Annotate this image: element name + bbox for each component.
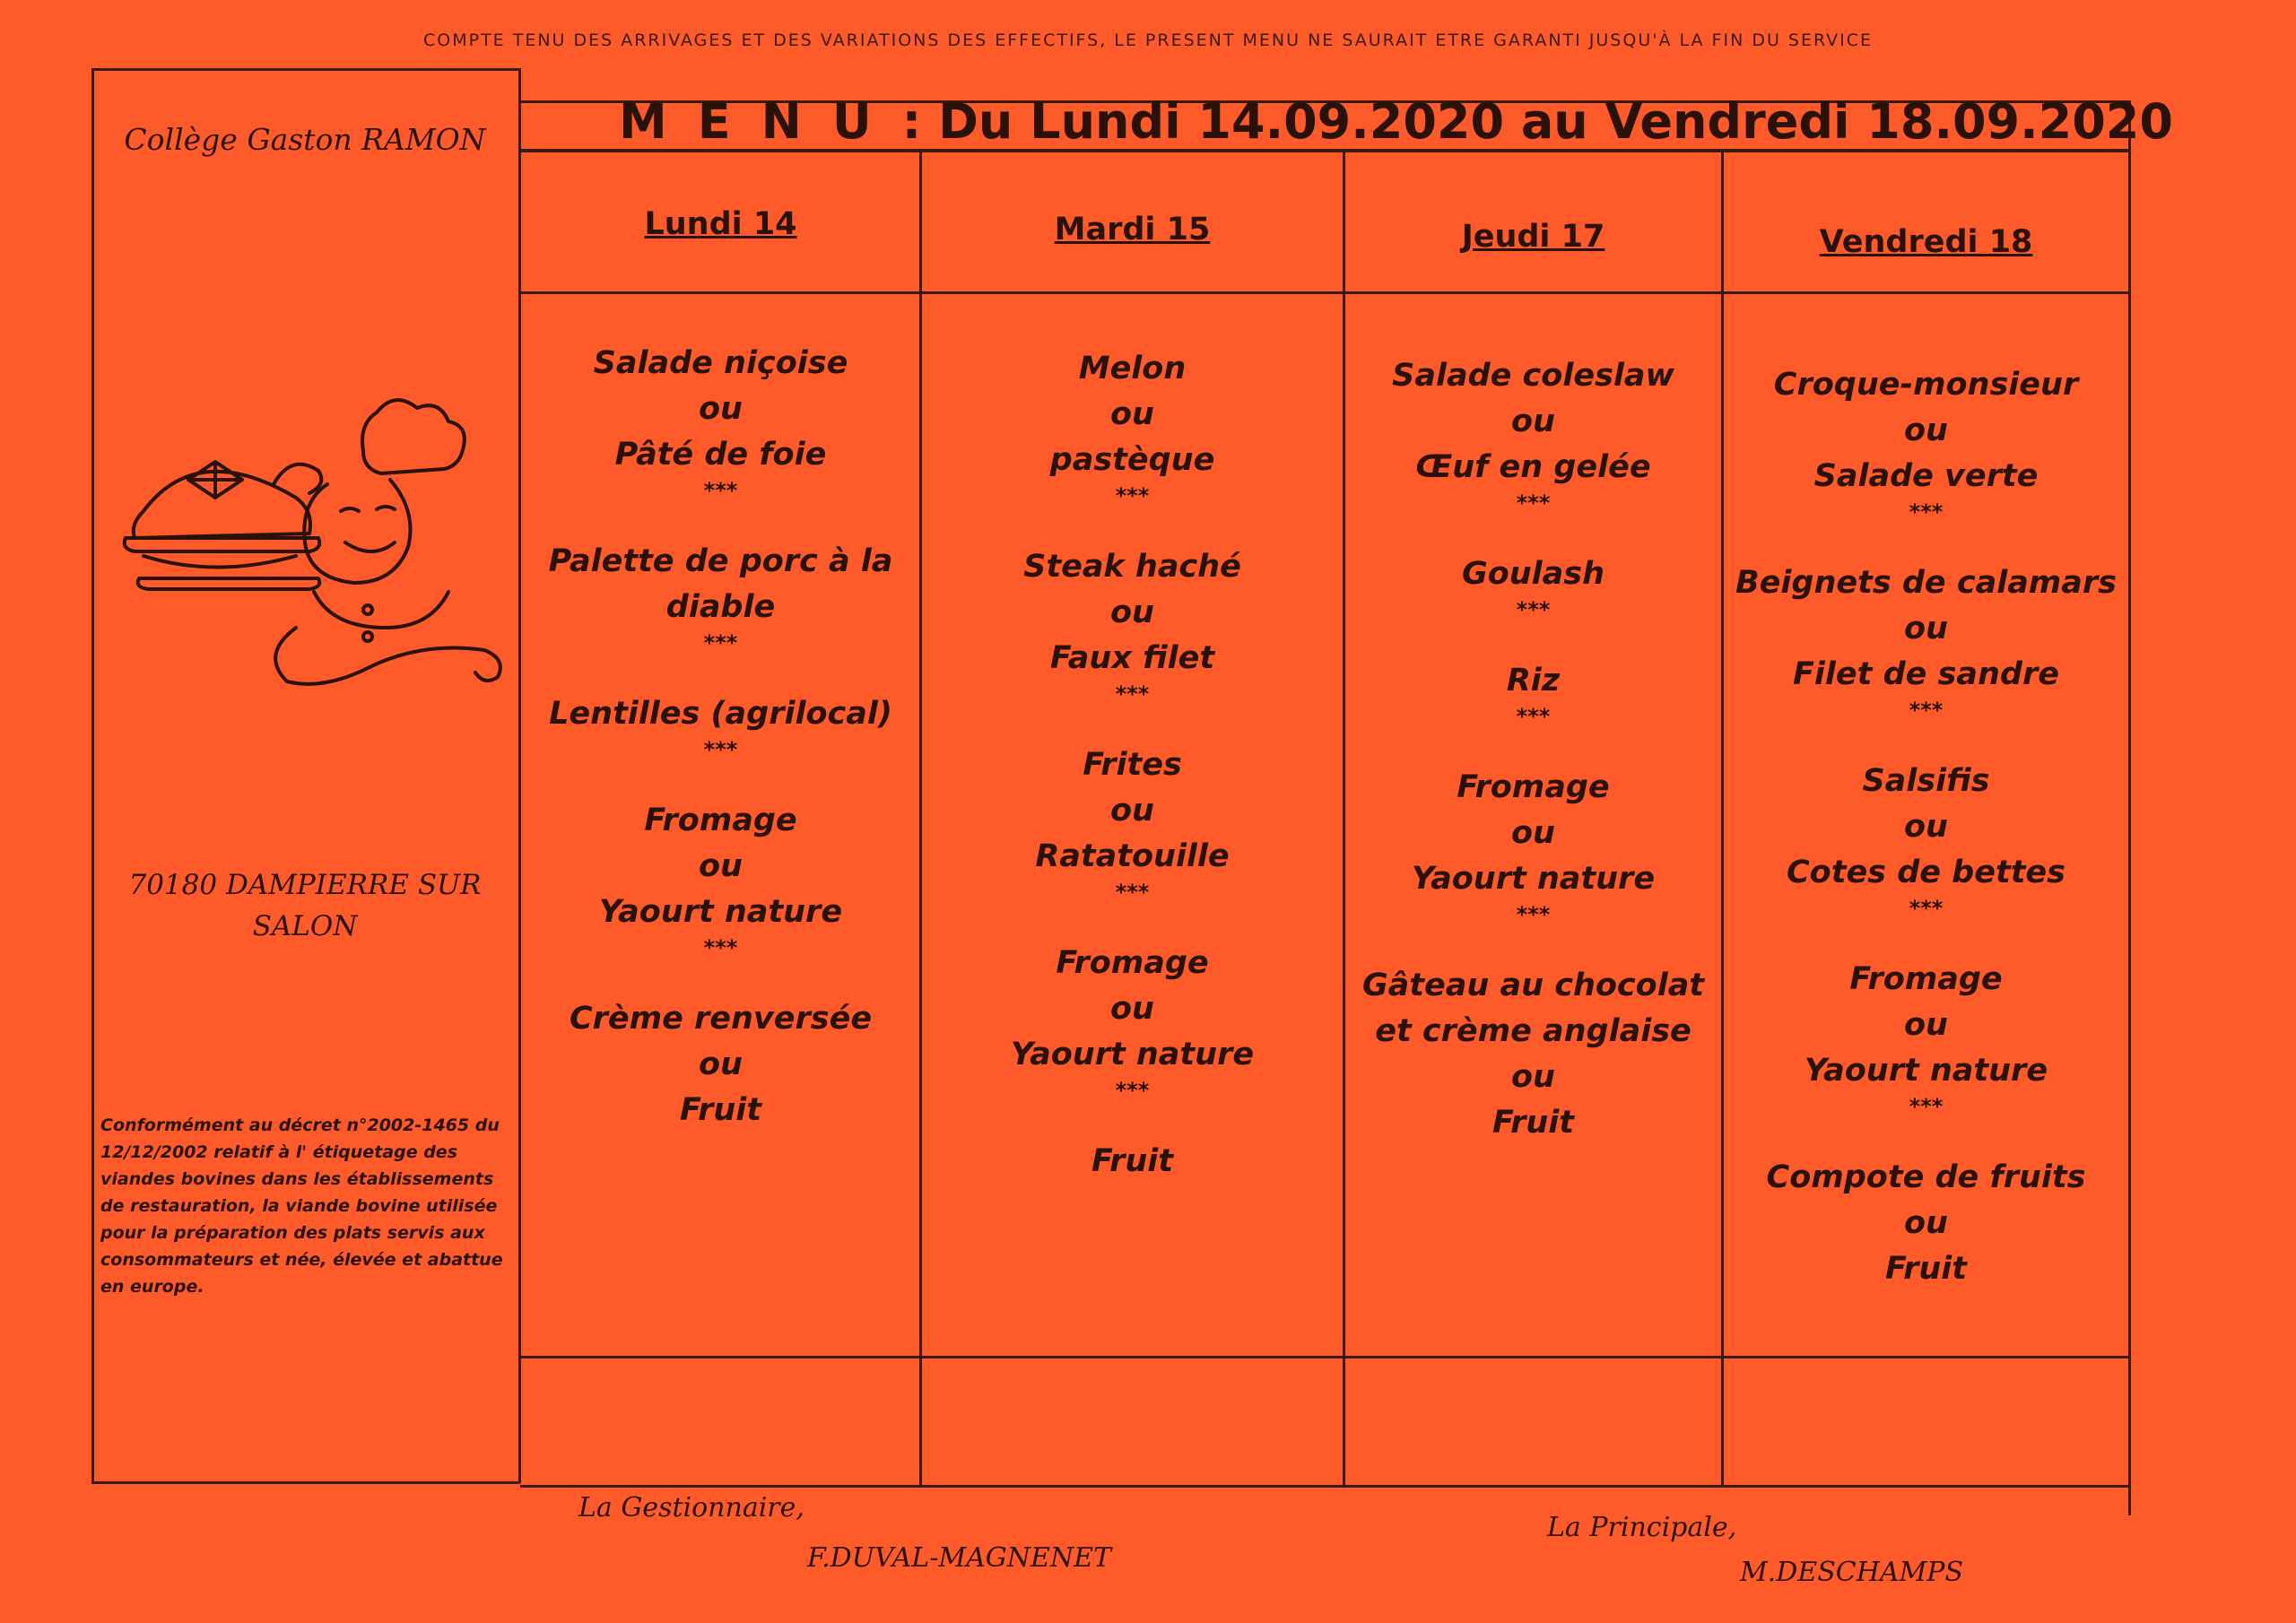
menu-item: Salade niçoise	[593, 345, 848, 381]
course-separator: ***	[1909, 1094, 1944, 1119]
title-colon: :	[901, 93, 922, 150]
course-separator: ***	[1115, 880, 1150, 905]
menu-item: Lentilles (agrilocal)	[549, 696, 892, 732]
choice-or: ou	[1110, 396, 1154, 432]
course-separator: ***	[703, 935, 738, 960]
main-right	[2128, 100, 2131, 1515]
content-bottom-divider	[520, 1356, 2131, 1358]
menu-item: Yaourt nature	[1010, 1037, 1255, 1072]
menu-item: Fruit	[1885, 1251, 1967, 1287]
menu-item: Melon	[1078, 351, 1187, 386]
day-header-thursday: Jeudi 17	[1461, 219, 1605, 255]
menu-item: Yaourt nature	[1804, 1053, 2048, 1089]
menu-item: Gâteau au chocolat et crème anglaise	[1361, 968, 1705, 1049]
choice-or: ou	[699, 1046, 743, 1082]
menu-item: Faux filet	[1049, 640, 1215, 676]
menu-word: MENU	[619, 93, 902, 150]
menu-column-friday	[1724, 362, 2128, 1292]
course-separator: ***	[703, 737, 738, 762]
menu-item: Frites	[1083, 747, 1182, 783]
menu-item: Crème renversée	[569, 1001, 873, 1037]
menu-item: Filet de sandre	[1793, 656, 2059, 692]
menu-item: Salade coleslaw	[1392, 358, 1674, 394]
day-header-monday: Lundi 14	[644, 206, 797, 242]
choice-or: ou	[1904, 412, 1948, 448]
menu-item: Palette de porc à la diable	[548, 543, 893, 625]
course-separator: ***	[1115, 1078, 1150, 1103]
course-separator: ***	[1909, 896, 1944, 921]
choice-or: ou	[1110, 595, 1154, 630]
gestionnaire-name: F.DUVAL-MAGNENET	[807, 1542, 1112, 1574]
course-separator: ***	[1516, 597, 1551, 622]
menu-item: pastèque	[1049, 442, 1215, 478]
school-name: Collège Gaston RAMON	[124, 122, 486, 157]
course-separator: ***	[1115, 681, 1150, 707]
menu-item: Fromage	[644, 803, 797, 838]
choice-or: ou	[1904, 611, 1948, 647]
course-separator: ***	[1516, 902, 1551, 927]
choice-or: ou	[1904, 1007, 1948, 1043]
principale-title: La Principale,	[1547, 1512, 1737, 1543]
menu-item: Fruit	[1091, 1143, 1173, 1179]
menu-title	[619, 93, 2173, 150]
course-separator: ***	[1909, 499, 1944, 525]
menu-item: Fruit	[1492, 1105, 1574, 1141]
menu-item: Pâté de foie	[614, 437, 827, 473]
choice-or: ou	[1511, 404, 1555, 439]
frame-top-left	[91, 68, 520, 71]
menu-item: Fruit	[680, 1092, 761, 1128]
menu-item: Ratatouille	[1035, 838, 1230, 874]
menu-item: Goulash	[1461, 556, 1605, 592]
menu-item: Salsifis	[1862, 763, 1990, 799]
menu-item: Compote de fruits	[1766, 1159, 2086, 1195]
choice-or: ou	[1110, 793, 1154, 829]
menu-item: Fromage	[1056, 945, 1209, 981]
address-line-1: 70180 DAMPIERRE SUR	[128, 869, 482, 901]
course-separator: ***	[1909, 698, 1944, 723]
course-separator: ***	[703, 630, 738, 655]
menu-item: Fromage	[1849, 961, 2003, 997]
choice-or: ou	[699, 848, 743, 884]
course-separator: ***	[1115, 483, 1150, 508]
menu-item: Steak haché	[1023, 549, 1241, 585]
choice-or: ou	[1511, 1059, 1555, 1095]
menu-item: Salade verte	[1813, 458, 2039, 494]
beef-origin-decree: Conformément au décret n°2002-1465 du 12/12/2002 relatif à l' étiquetage des viandes bovines dans les établissements de restauration, la viande bovine utilisée pour la préparation des plats servis aux consommateurs et née, élevée et abattue en europe.	[100, 1115, 503, 1297]
menu-item: Yaourt nature	[1411, 861, 1656, 897]
choice-or: ou	[1110, 991, 1154, 1027]
menu-column-tuesday	[922, 346, 1343, 1185]
choice-or: ou	[1904, 1205, 1948, 1241]
course-separator: ***	[1516, 490, 1551, 516]
course-separator: ***	[703, 478, 738, 503]
frame-bottom-left	[91, 1481, 520, 1484]
course-separator: ***	[1516, 704, 1551, 729]
menu-item: Œuf en gelée	[1415, 449, 1651, 485]
date-range: Du Lundi 14.09.2020 au Vendredi 18.09.2020	[938, 93, 2173, 150]
menu-column-thursday	[1345, 353, 1721, 1146]
choice-or: ou	[699, 391, 743, 427]
day-header-divider	[520, 291, 2131, 294]
address-line-2: SALON	[252, 910, 358, 942]
service-notice: COMPTE TENU DES ARRIVAGES ET DES VARIATIONS DES EFFECTIFS, LE PRESENT MENU NE SAURAIT ETRE GARANTI JUSQU'À LA FIN DU SERVICE	[423, 30, 1873, 50]
menu-column-monday	[522, 341, 919, 1133]
main-bottom	[520, 1485, 2131, 1488]
day-header-friday: Vendredi 18	[1819, 224, 2033, 260]
choice-or: ou	[1511, 815, 1555, 851]
chef-illustration	[108, 395, 502, 690]
menu-item: Riz	[1506, 663, 1561, 699]
choice-or: ou	[1904, 809, 1948, 845]
menu-item: Beignets de calamars	[1735, 565, 2117, 601]
menu-item: Croque-monsieur	[1773, 367, 2079, 403]
day-header-tuesday: Mardi 15	[1054, 212, 1211, 247]
school-address	[90, 864, 520, 947]
gestionnaire-title: La Gestionnaire,	[578, 1492, 804, 1523]
frame-left	[91, 68, 94, 1483]
menu-item: Cotes de bettes	[1786, 855, 2066, 890]
sidebar-divider	[518, 68, 521, 1483]
menu-item: Fromage	[1457, 769, 1610, 805]
menu-item: Yaourt nature	[598, 894, 843, 930]
principale-name: M.DESCHAMPS	[1740, 1557, 1963, 1588]
